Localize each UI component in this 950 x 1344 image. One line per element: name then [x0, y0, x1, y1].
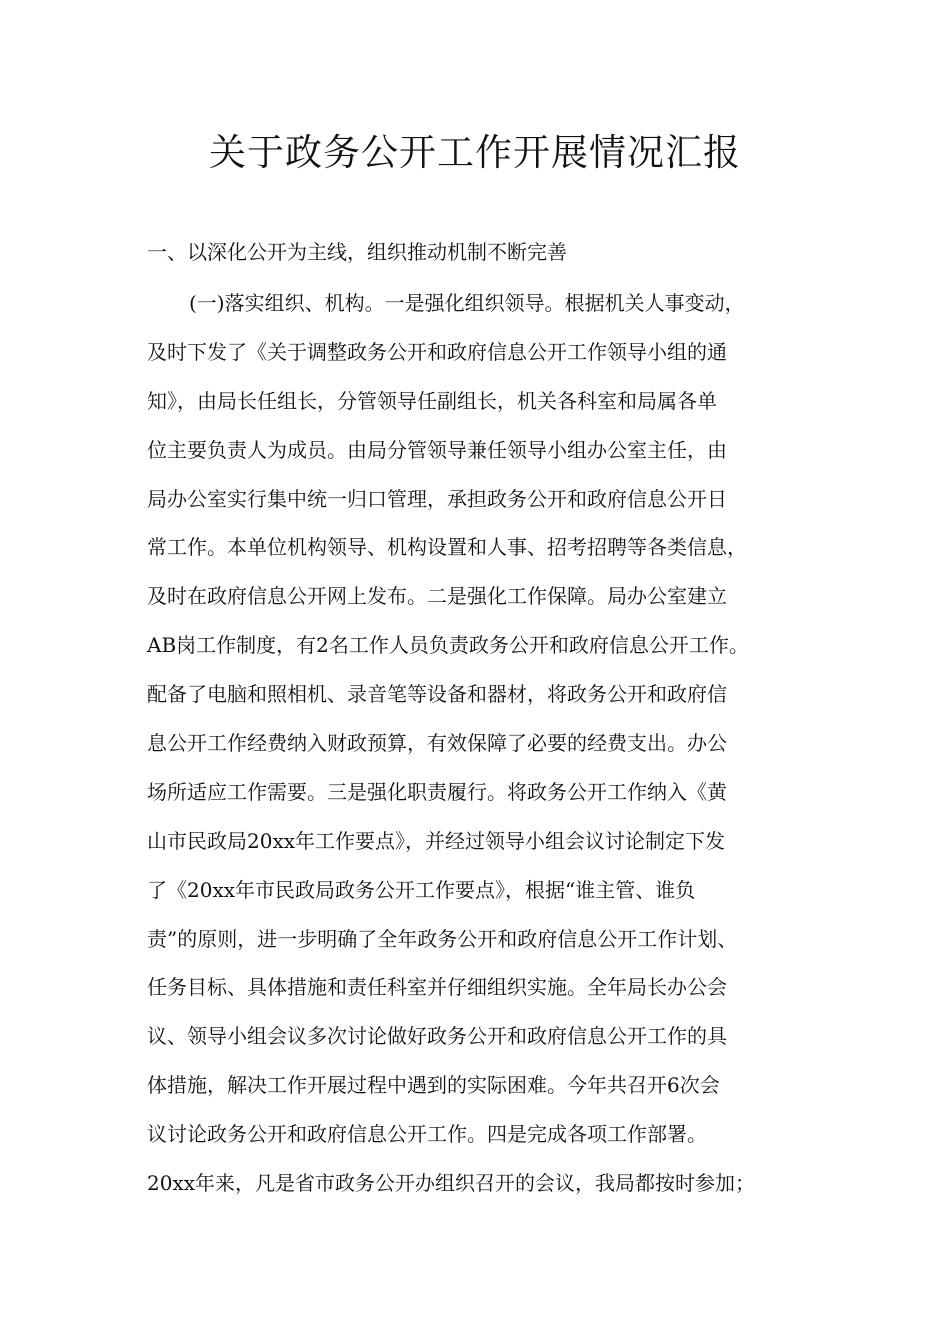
body-line: (一)落实组织、机构。一是强化组织领导。根据机关人事变动，: [189, 291, 745, 315]
body-line: AB岗工作制度，有2名工作人员负责政务公开和政府信息公开工作。: [147, 633, 749, 658]
document-title: 关于政务公开工作开展情况汇报: [209, 131, 741, 174]
body-line: 议、领导小组会议多次讨论做好政务公开和政府信息公开工作的具: [147, 1024, 727, 1049]
body-line: 配备了电脑和照相机、录音笔等设备和器材，将政务公开和政府信: [147, 682, 727, 707]
section-heading: 一、以深化公开为主线，组织推动机制不断完善: [147, 240, 567, 264]
body-line: 责”的原则，进一步明确了全年政务公开和政府信息公开工作计划、: [147, 926, 738, 951]
body-line: 体措施，解决工作开展过程中遇到的实际困难。今年共召开6次会: [147, 1073, 720, 1098]
body-line: 了《20xx年市民政局政务公开工作要点》，根据“谁主管、谁负: [147, 877, 696, 902]
body-line: 20xx年来，凡是省市政务公开办组织召开的会议，我局都按时参加；: [147, 1171, 756, 1196]
body-line: 场所适应工作需要。三是强化职责履行。将政务公开工作纳入《黄: [147, 779, 727, 804]
body-line: 息公开工作经费纳入财政预算，有效保障了必要的经费支出。办公: [147, 731, 727, 756]
body-line: 议讨论政务公开和政府信息公开工作。四是完成各项工作部署。: [147, 1122, 707, 1147]
body-line: 局办公室实行集中统一归口管理，承担政务公开和政府信息公开日: [147, 486, 727, 511]
body-line: 位主要负责人为成员。由局分管领导兼任领导小组办公室主任，由: [147, 437, 727, 462]
body-line: 知》，由局长任组长，分管领导任副组长，机关各科室和局属各单: [147, 388, 717, 413]
body-paragraph: [147, 283, 827, 1212]
body-line: 及时下发了《关于调整政务公开和政府信息公开工作领导小组的通: [147, 339, 727, 364]
body-line: 任务目标、具体措施和责任科室并仔细组织实施。全年局长办公会: [147, 975, 727, 1000]
body-line: 及时在政府信息公开网上发布。二是强化工作保障。局办公室建立: [147, 584, 727, 609]
body-line: 山市民政局20xx年工作要点》，并经过领导小组会议讨论制定下发: [147, 828, 726, 853]
body-line: 常工作。本单位机构领导、机构设置和人事、招考招聘等各类信息，: [147, 535, 747, 560]
